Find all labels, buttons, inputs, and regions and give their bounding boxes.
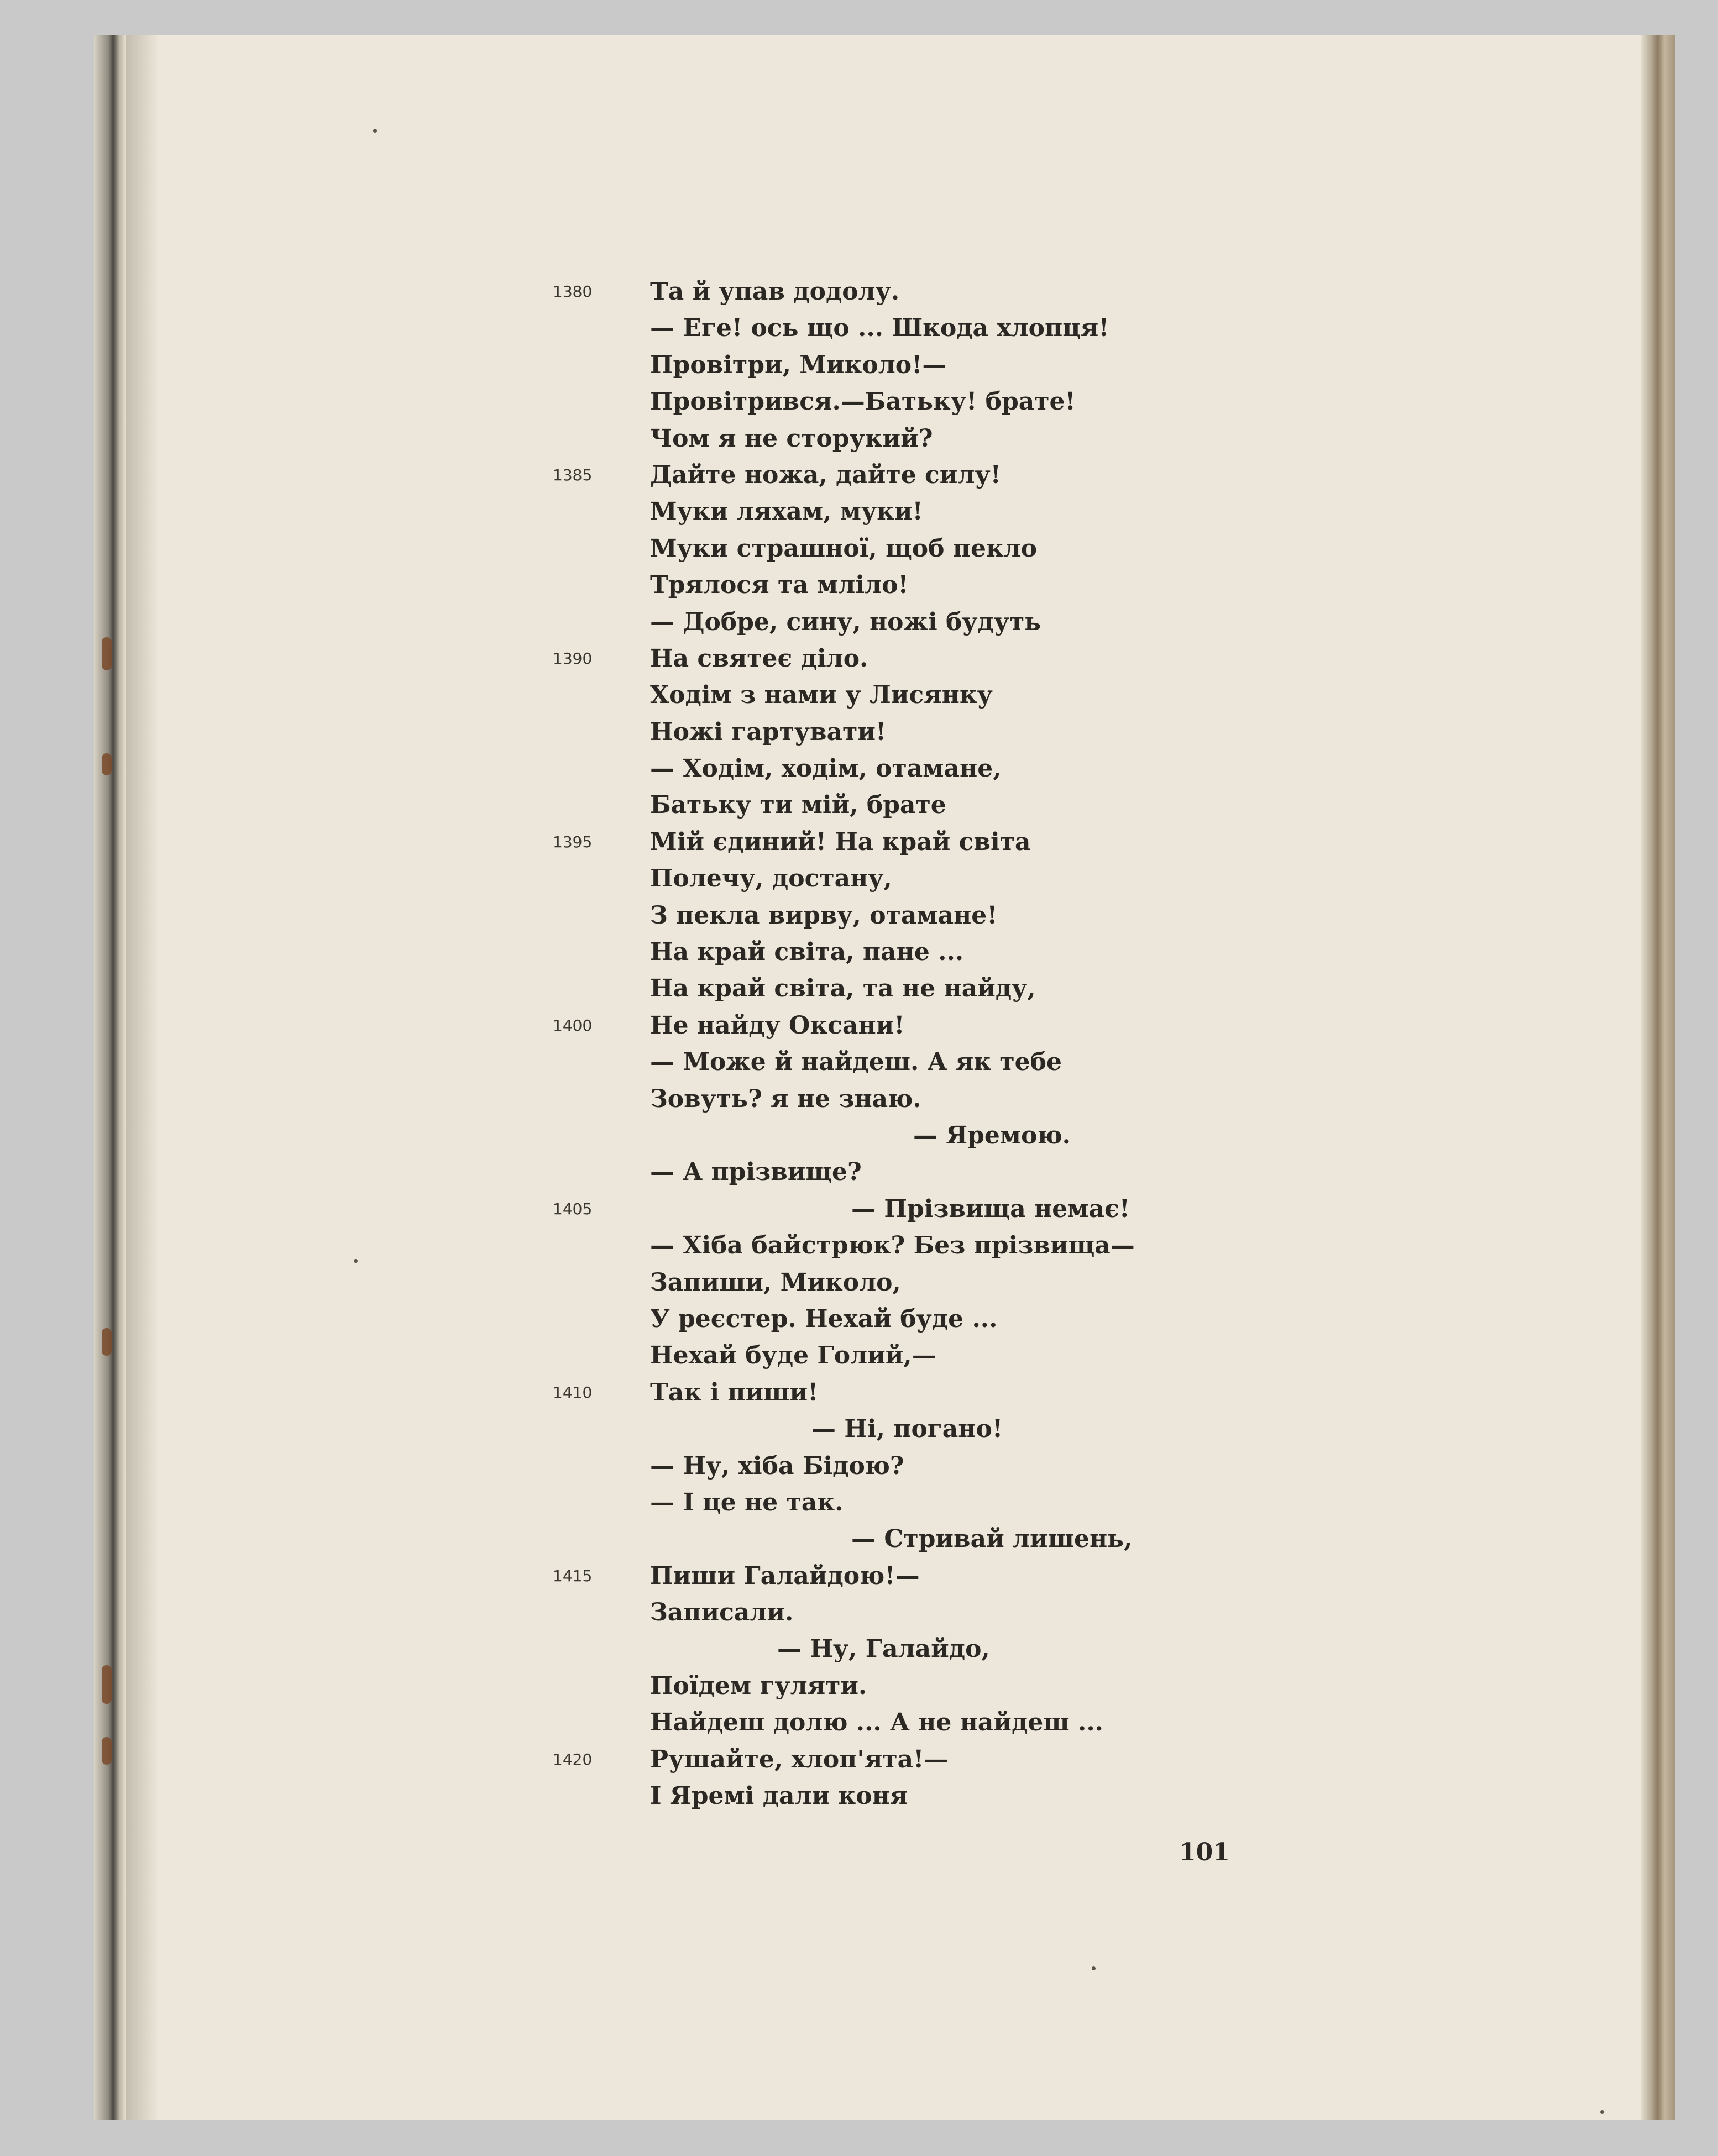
line-number: 1385: [553, 465, 593, 484]
line-text: Та й упав додолу.: [650, 277, 900, 306]
poem-line: [556, 677, 1164, 714]
poem-line: [556, 1704, 1164, 1741]
poem-line: [556, 1154, 1164, 1190]
line-text: Рушайте, хлоп'ята!—: [650, 1745, 949, 1774]
book-page: [94, 35, 1675, 2120]
line-text: Ножі гартувати!: [650, 717, 887, 746]
line-number: 1390: [553, 649, 593, 668]
line-text: Чом я не сторукий?: [650, 424, 933, 453]
line-text: Ходім з нами у Лисянку: [650, 681, 993, 710]
line-text: — А прізвище?: [650, 1158, 862, 1187]
poem-line: [556, 1484, 1164, 1521]
line-text: Нехай буде Голий,—: [650, 1341, 936, 1370]
line-text: На святеє діло.: [650, 644, 868, 673]
poem-line: [556, 934, 1164, 971]
poem-line: [556, 714, 1164, 751]
line-text: Трялося та мліло!: [650, 571, 909, 600]
poem-line: [556, 1448, 1164, 1484]
line-number: 1405: [553, 1199, 593, 1218]
line-text: — Ну, Галайдо,: [777, 1635, 990, 1664]
poem-line: [556, 1668, 1164, 1704]
poem-line: [556, 1337, 1164, 1374]
line-text: Не найду Оксани!: [650, 1011, 905, 1040]
poem-line: [556, 971, 1164, 1007]
poem-line: [556, 787, 1164, 823]
poem-line: [553, 457, 1164, 494]
poem-line: [553, 1008, 1164, 1044]
line-text: Муки страшної, щоб пекло: [650, 534, 1038, 563]
poem-line: [556, 347, 1164, 384]
line-text: Записали.: [650, 1598, 794, 1627]
line-text: — Ні, погано!: [811, 1415, 1003, 1444]
poem-line: [556, 494, 1164, 530]
poem-line: [556, 421, 1164, 457]
poem-line: [556, 861, 1164, 897]
line-text: — Прізвища немає!: [851, 1194, 1130, 1223]
paper-speck: [373, 129, 377, 133]
poem-text: [553, 274, 1164, 1814]
poem-line: [556, 1301, 1164, 1337]
line-text: Запиши, Миколо,: [650, 1268, 901, 1297]
poem-line: [556, 1227, 1164, 1264]
stain-mark: [102, 1328, 112, 1356]
line-text: Зовуть? я не знаю.: [650, 1084, 921, 1113]
line-text: І Яремі дали коня: [650, 1782, 908, 1811]
poem-line: [556, 1594, 1164, 1631]
line-number: 1410: [553, 1383, 593, 1402]
poem-line: [556, 898, 1164, 934]
line-number: 1415: [553, 1566, 593, 1585]
stain-mark: [102, 1665, 112, 1704]
poem-line: [556, 531, 1164, 567]
poem-line: [556, 1521, 1164, 1557]
poem-line: [553, 274, 1164, 310]
line-text: Поїдем гуляти.: [650, 1671, 867, 1700]
line-text: Мій єдиний! На край світа: [650, 827, 1031, 856]
poem-line: [556, 384, 1164, 420]
line-text: — Може й найдеш. А як тебе: [650, 1048, 1062, 1077]
poem-line: [556, 1081, 1164, 1118]
line-text: Дайте ножа, дайте силу!: [650, 460, 1001, 489]
poem-line: [556, 567, 1164, 604]
page-number: 101: [1179, 1838, 1230, 1866]
line-number: 1420: [553, 1750, 593, 1769]
stain-mark: [102, 753, 112, 775]
line-text: Провітри, Миколо!—: [650, 350, 947, 379]
poem-line: [556, 1778, 1164, 1814]
line-text: — Еге! ось що ... Шкода хлопця!: [650, 314, 1109, 343]
poem-line: [556, 1631, 1164, 1667]
line-text: Провітрився.—Батьку! брате!: [650, 387, 1076, 416]
line-text: З пекла вирву, отамане!: [650, 901, 998, 930]
poem-line: [553, 824, 1164, 861]
poem-line: [556, 1411, 1164, 1447]
poem-line: [556, 1118, 1164, 1154]
line-number: 1400: [553, 1016, 593, 1035]
line-text: Полечу, достану,: [650, 864, 892, 893]
line-text: — Стривай лишень,: [851, 1525, 1133, 1554]
gutter-shadow: [126, 35, 159, 2120]
line-text: — Яремою.: [913, 1121, 1071, 1150]
line-number: 1395: [553, 832, 593, 851]
poem-line: [553, 1741, 1164, 1778]
line-text: Муки ляхам, муки!: [650, 497, 923, 526]
poem-line: [556, 604, 1164, 641]
line-text: — Ходім, ходім, отамане,: [650, 754, 1002, 783]
line-text: — І це не так.: [650, 1488, 844, 1517]
poem-line: [553, 1375, 1164, 1411]
poem-line: [556, 1265, 1164, 1301]
line-text: — Хіба байстрюк? Без прізвища—: [650, 1231, 1135, 1260]
poem-line: [553, 1558, 1164, 1594]
line-text: Так і пиши!: [650, 1378, 819, 1407]
poem-line: [553, 641, 1164, 677]
line-text: Батьку ти мій, брате: [650, 791, 946, 820]
page-edge: [1641, 35, 1675, 2120]
stain-mark: [102, 637, 112, 670]
line-text: Пиши Галайдою!—: [650, 1561, 920, 1590]
poem-line: [556, 310, 1164, 347]
poem-line: [556, 1044, 1164, 1080]
stain-mark: [102, 1737, 112, 1765]
poem-line: [553, 1191, 1164, 1227]
paper-speck: [1092, 1966, 1096, 1970]
poem-line: [556, 751, 1164, 787]
binding-gutter: [94, 35, 126, 2120]
paper-speck: [1600, 2110, 1604, 2114]
line-text: Найдеш долю ... А не найдеш ...: [650, 1708, 1103, 1737]
line-text: — Добре, сину, ножі будуть: [650, 607, 1041, 636]
line-text: У реєстер. Нехай буде ...: [650, 1304, 998, 1333]
line-text: На край світа, та не найду,: [650, 974, 1036, 1003]
paper-speck: [354, 1259, 358, 1263]
line-text: На край світа, пане ...: [650, 938, 964, 967]
line-number: 1380: [553, 282, 593, 301]
line-text: — Ну, хіба Бідою?: [650, 1451, 904, 1480]
